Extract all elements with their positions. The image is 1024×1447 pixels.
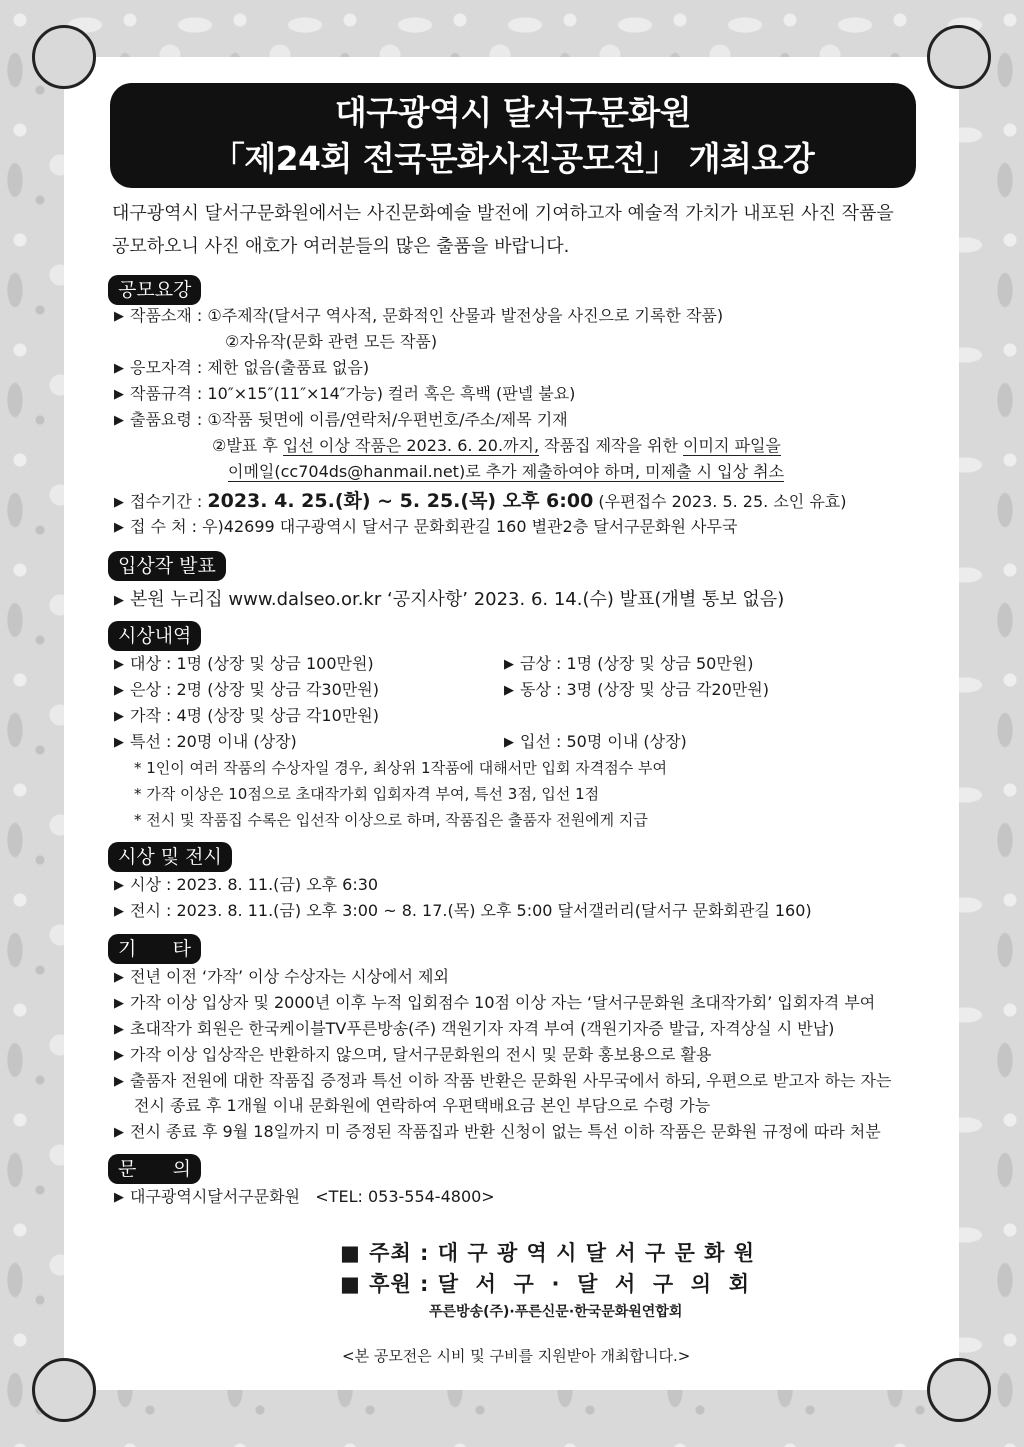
section-tag-prizes: 시상내역 — [108, 621, 201, 651]
title-line-2: 「제24회 전국문화사진공모전」 개최요강 — [211, 138, 815, 178]
prize-item: ▶ 특선 : 20명 이내 (상장) — [114, 729, 297, 756]
section-tag-contact: 문 의 — [108, 1154, 201, 1184]
list-item: ②발표 후 입선 이상 작품은 2023. 6. 20.까지, 작품집 제작을 위한 이미지 파일을 — [212, 436, 781, 455]
list-item: ②자유작(문화 관련 모든 작품) — [225, 332, 438, 351]
list-item: ▶ 초대작가 회원은 한국케이블TV푸른방송(주) 객원기자 자격 부여 (객원기자증 발급, 자격상실 시 반납) — [114, 1016, 834, 1043]
bullet-arrow-icon: ▶ — [114, 520, 124, 535]
list-item: ▶ 출품요령 : ①작품 뒷면에 이름/연락처/우편번호/주소/제목 기재 — [114, 407, 568, 434]
prize-item: ▶ 대상 : 1명 (상장 및 상금 100만원) — [114, 651, 374, 678]
section-tag-announce: 입상작 발표 — [108, 551, 226, 581]
prize-item: ▶ 금상 : 1명 (상장 및 상금 50만원) — [504, 651, 754, 678]
list-item: ▶ 전시 종료 후 9월 18일까지 미 증정된 작품집과 반환 신청이 없는 특선 이하 작품은 문화원 규정에 따라 처분 — [114, 1119, 881, 1146]
bullet-arrow-icon: ▶ — [114, 970, 124, 985]
list-item: ▶ 전년 이전 ‘가작’ 이상 수상자는 시상에서 제외 — [114, 964, 449, 991]
intro-paragraph — [112, 197, 932, 263]
intro-line-2: 공모하오니 사진 애호가 여러분들의 많은 출품을 바랍니다. — [112, 236, 570, 257]
bullet-arrow-icon: ▶ — [504, 683, 514, 698]
bullet-arrow-icon: ▶ — [114, 1190, 124, 1205]
prize-note: * 가작 이상은 10점으로 초대작가회 입회자격 부여, 특선 3점, 입선 1점 — [134, 785, 600, 803]
list-item: 이메일(cc704ds@hanmail.net)로 추가 제출하여야 하며, 미제출 시 입상 취소 — [228, 462, 785, 481]
sponsor-line: ■ 후원 : 달 서 구 · 달 서 구 의 회 — [340, 1272, 750, 1296]
title-banner — [110, 83, 916, 188]
list-item: ▶ 접수기간 : 2023. 4. 25.(화) ~ 5. 25.(목) 오후 6:00 (우편접수 2023. 5. 25. 소인 유효) — [114, 488, 847, 516]
partners-line: 푸른방송(주)·푸른신문·한국문화원연합회 — [429, 1304, 683, 1320]
list-item: ▶ 작품규격 : 10″×15″(11″×14″가능) 컬러 혹은 흑백 (판넬 불요) — [114, 381, 575, 408]
bullet-arrow-icon: ▶ — [114, 683, 124, 698]
prize-item: ▶ 가작 : 4명 (상장 및 상금 각10만원) — [114, 703, 379, 730]
bullet-arrow-icon: ▶ — [114, 996, 124, 1011]
bullet-arrow-icon: ▶ — [114, 361, 124, 376]
section-tag-ceremony: 시상 및 전시 — [108, 842, 232, 872]
bullet-arrow-icon: ▶ — [114, 387, 124, 402]
section-tag-contest: 공모요강 — [108, 275, 201, 305]
prize-note: * 1인이 여러 작품의 수상자일 경우, 최상위 1작품에 대해서만 입회 자격점수 부여 — [134, 759, 667, 777]
announce-line: ▶ 본원 누리집 www.dalseo.or.kr ‘공지사항’ 2023. 6. 14.(수) 발표(개별 통보 없음) — [114, 587, 784, 614]
bullet-arrow-icon: ▶ — [114, 413, 124, 428]
host-line: ■ 주최 : 대 구 광 역 시 달 서 구 문 화 원 — [340, 1241, 755, 1265]
bullet-arrow-icon: ▶ — [114, 1125, 124, 1140]
intro-line-1: 대구광역시 달서구문화원에서는 사진문화예술 발전에 기여하고자 예술적 가치가 내포된 사진 작품을 — [112, 203, 894, 224]
list-item: ▶ 작품소재 : ①주제작(달서구 역사적, 문화적인 산물과 발전상을 사진으로 기록한 작품) — [114, 303, 723, 330]
list-item: ▶ 가작 이상 입상작은 반환하지 않으며, 달서구문화원의 전시 및 문화 홍보용으로 활용 — [114, 1042, 711, 1069]
bullet-arrow-icon: ▶ — [114, 878, 124, 893]
bullet-arrow-icon: ▶ — [114, 1022, 124, 1037]
prize-item: ▶ 동상 : 3명 (상장 및 상금 각20만원) — [504, 677, 769, 704]
bullet-arrow-icon: ▶ — [114, 1048, 124, 1063]
list-item: ▶ 가작 이상 입상자 및 2000년 이후 누적 입회점수 10점 이상 자는 ‘달서구문화원 초대작가회’ 입회자격 부여 — [114, 990, 875, 1017]
bullet-arrow-icon: ▶ — [114, 709, 124, 724]
list-item: ▶ 출품자 전원에 대한 작품집 증정과 특선 이하 작품 반환은 문화원 사무국에서 하되, 우편으로 받고자 하는 자는 — [114, 1068, 891, 1095]
bullet-arrow-icon: ▶ — [504, 735, 514, 750]
list-item: ▶ 시상 : 2023. 8. 11.(금) 오후 6:30 — [114, 872, 378, 899]
bullet-arrow-icon: ▶ — [114, 309, 124, 324]
bullet-arrow-icon: ▶ — [114, 735, 124, 750]
bullet-arrow-icon: ▶ — [114, 593, 124, 608]
bullet-arrow-icon: ▶ — [114, 495, 124, 510]
bullet-arrow-icon: ▶ — [114, 657, 124, 672]
bullet-arrow-icon: ▶ — [114, 1074, 124, 1089]
prize-item: ▶ 입선 : 50명 이내 (상장) — [504, 729, 687, 756]
section-tag-misc: 기 타 — [108, 934, 201, 964]
list-item: ▶ 전시 : 2023. 8. 11.(금) 오후 3:00 ~ 8. 17.(목) 오후 5:00 달서갤러리(달서구 문화회관길 160) — [114, 898, 812, 925]
bullet-arrow-icon: ▶ — [504, 657, 514, 672]
list-item: ▶ 응모자격 : 제한 없음(출품료 없음) — [114, 355, 369, 382]
prize-note: * 전시 및 작품집 수록은 입선작 이상으로 하며, 작품집은 출품자 전원에게 지급 — [134, 811, 648, 829]
poster-content — [64, 57, 959, 1390]
prize-item: ▶ 은상 : 2명 (상장 및 상금 각30만원) — [114, 677, 379, 704]
list-item: 전시 종료 후 1개월 이내 문화원에 연락하여 우편택배요금 본인 부담으로 수령 가능 — [134, 1096, 711, 1115]
bullet-arrow-icon: ▶ — [114, 904, 124, 919]
contact-line: ▶ 대구광역시달서구문화원 <TEL: 053-554-4800> — [114, 1184, 495, 1211]
title-line-1: 대구광역시 달서구문화원 — [334, 92, 692, 132]
list-item: ▶ 접 수 처 : 우)42699 대구광역시 달서구 문화회관길 160 별관2층 달서구문화원 사무국 — [114, 514, 737, 541]
support-note: <본 공모전은 시비 및 구비를 지원받아 개최합니다.> — [342, 1347, 691, 1365]
